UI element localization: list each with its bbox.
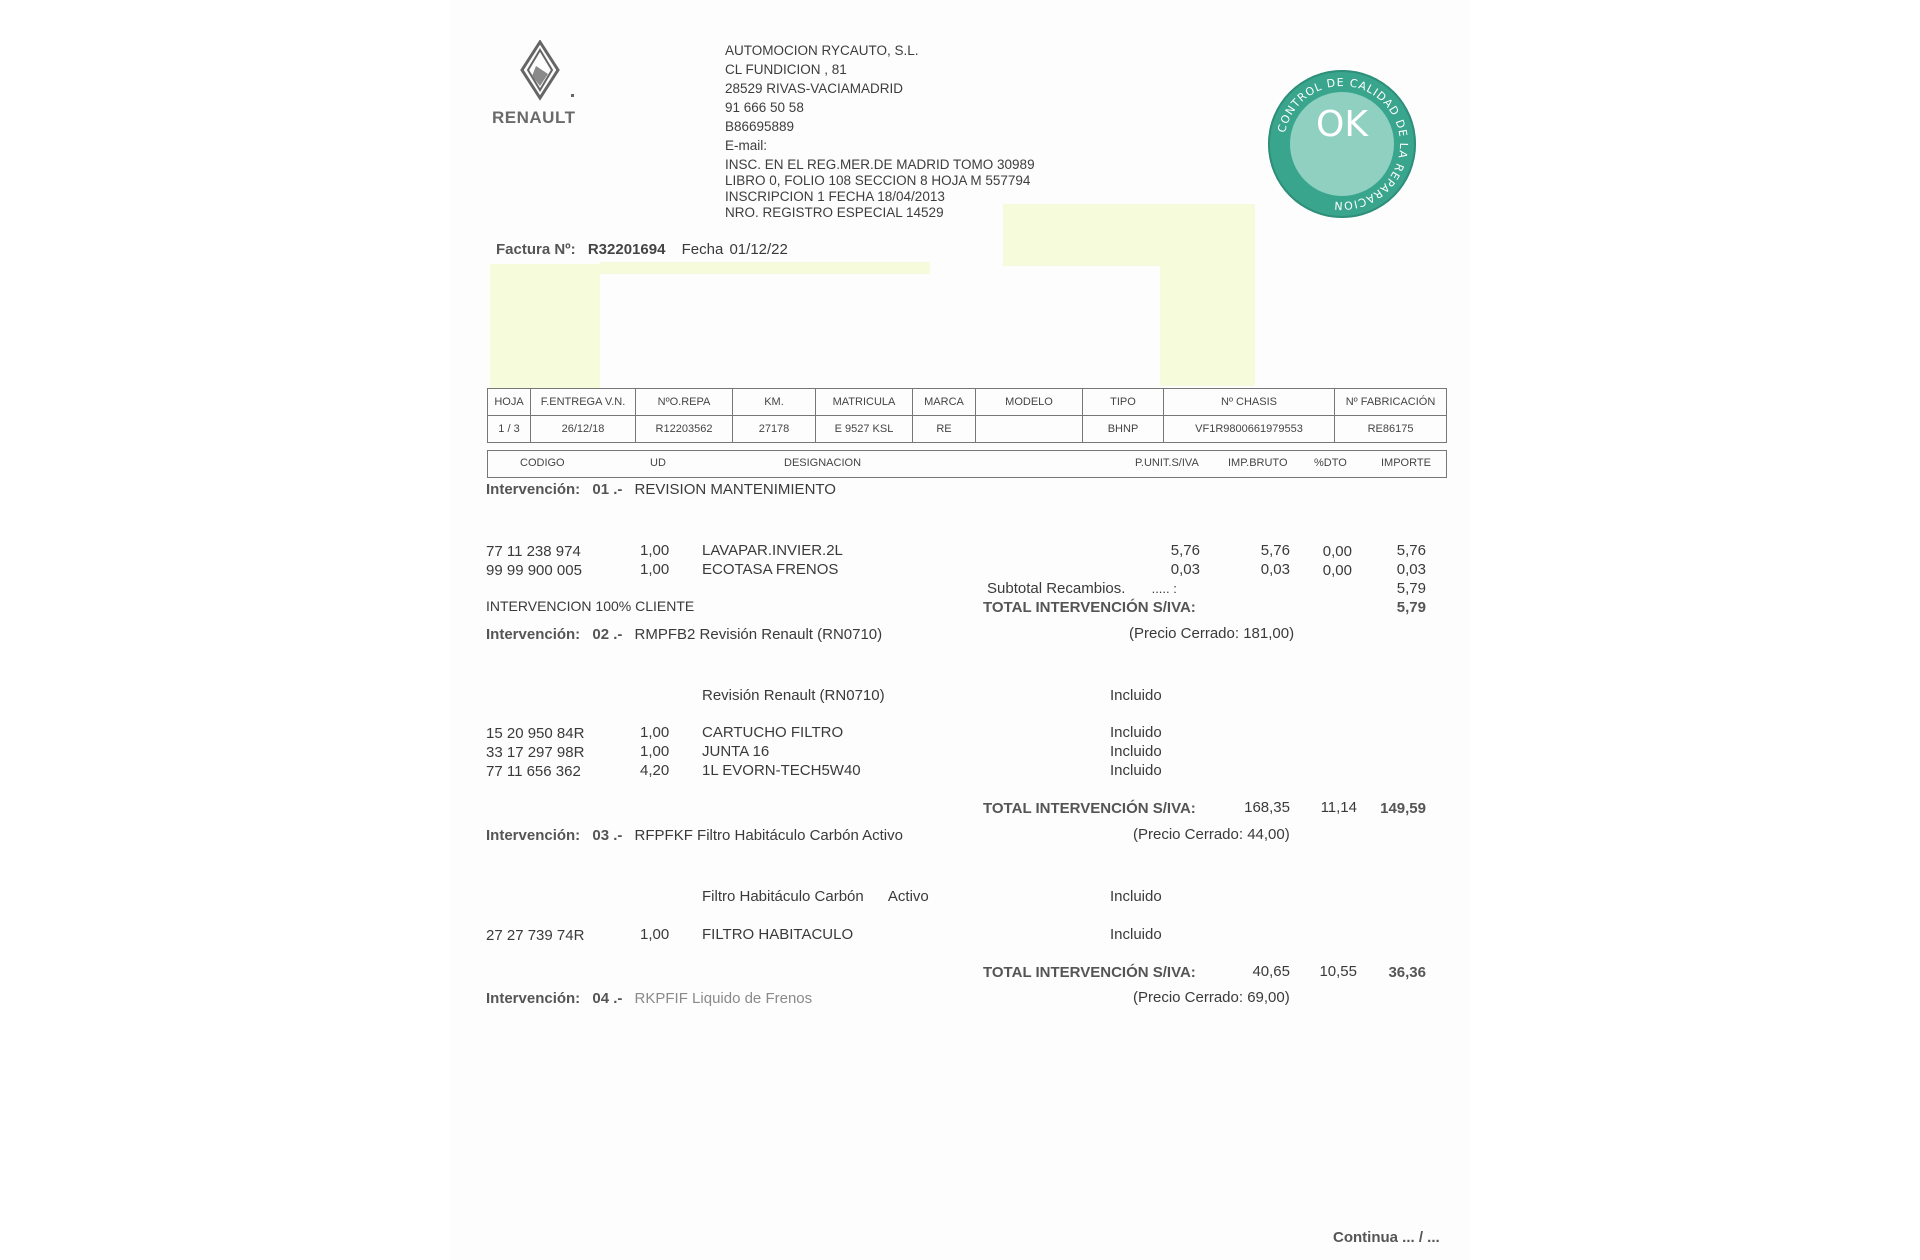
total-intervention-label: TOTAL INTERVENCIÓN S/IVA: <box>983 800 1196 817</box>
value-cell: E 9527 KSL <box>816 416 913 443</box>
included-label: Incluido <box>1110 888 1162 905</box>
included-label: Incluido <box>1110 687 1162 704</box>
included-label: Incluido <box>1110 724 1162 741</box>
total-intervention-amount: 36,36 <box>1388 964 1426 981</box>
header-labels-row <box>488 389 1447 416</box>
header-cell: MATRICULA <box>816 389 913 416</box>
value-cell: R12203562 <box>636 416 733 443</box>
value-cell <box>976 416 1083 443</box>
subtotal-amount: 5,79 <box>1396 580 1426 597</box>
header-cell: NºO.REPA <box>636 389 733 416</box>
intervention-title: REVISION MANTENIMIENTO <box>634 481 836 498</box>
line-gross: 5,76 <box>1260 542 1290 559</box>
company-line: E-mail: <box>725 138 768 153</box>
line-code: 33 17 297 98R <box>486 744 585 761</box>
intervention-number: 03 .- <box>592 827 623 844</box>
intervention-note: INTERVENCION 100% CLIENTE <box>486 598 695 614</box>
column-title: %DTO <box>1314 457 1347 469</box>
closed-price: (Precio Cerrado: 69,00) <box>1133 989 1290 1006</box>
line-code: 77 11 656 362 <box>486 763 581 780</box>
line-desc: 1L EVORN-TECH5W40 <box>702 762 861 779</box>
intervention-title: RMPFB2 Revisión Renault (RN0710) <box>634 626 883 643</box>
included-label: Incluido <box>1110 762 1162 779</box>
line-desc: CARTUCHO FILTRO <box>702 724 844 741</box>
subtotal-label <box>987 580 1177 597</box>
line-gross: 0,03 <box>1260 561 1290 578</box>
header-cell: F.ENTREGA V.N. <box>531 389 636 416</box>
line-items-header <box>487 450 1447 478</box>
total-intervention-amount: 5,79 <box>1396 599 1426 616</box>
quality-seal-stamp <box>1268 70 1416 218</box>
highlight-mark <box>1160 204 1255 386</box>
total-gross: 40,65 <box>1252 963 1290 980</box>
line-desc: FILTRO HABITACULO <box>702 926 854 943</box>
subtotal-dots: ..... : <box>1151 581 1177 596</box>
header-cell: TIPO <box>1083 389 1164 416</box>
total-discount: 11,14 <box>1320 799 1357 816</box>
line-amount: 0,03 <box>1396 561 1426 578</box>
vehicle-header-table <box>487 388 1447 443</box>
intervention-title: RFPFKF Filtro Habitáculo Carbón Activo <box>634 827 903 844</box>
line-discount: 0,00 <box>1322 562 1352 579</box>
total-gross: 168,35 <box>1244 799 1290 816</box>
value-cell: VF1R9800661979553 <box>1164 416 1335 443</box>
line-code: 15 20 950 84R <box>486 725 585 742</box>
total-intervention-amount: 149,59 <box>1380 800 1426 817</box>
line-desc: LAVAPAR.INVIER.2L <box>702 542 843 559</box>
closed-price: (Precio Cerrado: 181,00) <box>1129 625 1295 642</box>
intervention-label: Intervención: <box>486 626 581 643</box>
header-cell: MODELO <box>976 389 1083 416</box>
line-code: 77 11 238 974 <box>486 543 581 560</box>
renault-diamond-icon <box>492 40 592 102</box>
column-title: P.UNIT.S/IVA <box>1135 457 1199 469</box>
company-line: INSC. EN EL REG.MER.DE MADRID TOMO 30989 <box>725 157 1035 172</box>
company-address <box>725 43 1035 221</box>
highlight-mark <box>600 262 930 274</box>
brand-name: RENAULT <box>492 108 576 127</box>
line-unit-price: 0,03 <box>1170 561 1200 578</box>
header-values-row <box>488 416 1447 443</box>
value-cell: BHNP <box>1083 416 1164 443</box>
subtotal-text: Subtotal Recambios. <box>987 580 1126 597</box>
header-cell: Nº CHASIS <box>1164 389 1335 416</box>
intervention-label: Intervención: <box>486 990 581 1007</box>
line-qty: 1,00 <box>640 542 670 559</box>
header-cell: Nº FABRICACIÓN <box>1335 389 1447 416</box>
line-amount: 5,76 <box>1396 542 1426 559</box>
included-label: Incluido <box>1110 926 1162 943</box>
company-line: INSCRIPCION 1 FECHA 18/04/2013 <box>725 189 945 204</box>
company-line: NRO. REGISTRO ESPECIAL 14529 <box>725 205 944 220</box>
header-cell: KM. <box>733 389 816 416</box>
company-line: 28529 RIVAS-VACIAMADRID <box>725 81 904 96</box>
line-desc: JUNTA 16 <box>702 743 770 760</box>
line-qty: 1,00 <box>640 926 670 943</box>
header-cell: HOJA <box>488 389 531 416</box>
line-qty: 1,00 <box>640 724 670 741</box>
intervention-number: 01 .- <box>592 481 623 498</box>
intervention-heading <box>486 626 882 643</box>
line-desc: ECOTASA FRENOS <box>702 561 839 578</box>
total-intervention-label: TOTAL INTERVENCIÓN S/IVA: <box>983 964 1196 981</box>
total-discount: 10,55 <box>1319 963 1357 980</box>
line-qty: 1,00 <box>640 743 670 760</box>
invoice-label: Factura Nº: <box>496 241 576 258</box>
company-line: AUTOMOCION RYCAUTO, S.L. <box>725 43 919 58</box>
column-title: UD <box>650 457 666 469</box>
line-qty: 4,20 <box>640 762 670 779</box>
seal-ok-text: OK <box>1316 104 1368 145</box>
column-title: CODIGO <box>520 457 565 469</box>
intervention-title: RKPFIF Liquido de Frenos <box>634 990 813 1007</box>
invoice-number: R32201694 <box>587 241 666 258</box>
value-cell: 27178 <box>733 416 816 443</box>
line-code: 27 27 739 74R <box>486 927 585 944</box>
package-name: Revisión Renault (RN0710) <box>702 687 885 704</box>
line-qty: 1,00 <box>640 561 670 578</box>
intervention-heading <box>486 990 812 1007</box>
value-cell: 26/12/18 <box>531 416 636 443</box>
invoice-date: 01/12/22 <box>729 241 788 258</box>
intervention-heading <box>486 481 836 498</box>
continues-label: Continua ... / ... <box>1333 1229 1440 1246</box>
intervention-number: 02 .- <box>592 626 623 643</box>
total-intervention-label: TOTAL INTERVENCIÓN S/IVA: <box>983 599 1196 616</box>
highlight-mark <box>490 264 600 388</box>
column-title: DESIGNACION <box>784 457 862 469</box>
line-unit-price: 5,76 <box>1170 542 1200 559</box>
invoice-date-label: Fecha <box>681 241 724 258</box>
value-cell: RE86175 <box>1335 416 1447 443</box>
column-title: IMPORTE <box>1381 457 1431 469</box>
closed-price: (Precio Cerrado: 44,00) <box>1133 826 1290 843</box>
company-line: 91 666 50 58 <box>725 100 804 115</box>
company-line: LIBRO 0, FOLIO 108 SECCION 8 HOJA M 557794 <box>725 173 1031 188</box>
renault-logo <box>492 40 592 130</box>
svg-text:CONTROL DE CALIDAD DE LA REPAR: CONTROL DE CALIDAD DE LA REPARACION <box>1275 75 1411 213</box>
value-cell: RE <box>913 416 976 443</box>
company-line: B86695889 <box>725 119 795 134</box>
column-title: IMP.BRUTO <box>1228 457 1288 469</box>
intervention-number: 04 .- <box>592 990 623 1007</box>
value-cell: 1 / 3 <box>488 416 531 443</box>
package-name: Filtro Habitáculo Carbón Activo <box>702 888 929 905</box>
line-code: 99 99 900 005 <box>486 562 582 579</box>
intervention-label: Intervención: <box>486 481 581 498</box>
company-line: CL FUNDICION , 81 <box>725 62 847 77</box>
included-label: Incluido <box>1110 743 1162 760</box>
line-discount: 0,00 <box>1322 543 1352 560</box>
header-cell: MARCA <box>913 389 976 416</box>
invoice-line <box>496 241 788 258</box>
intervention-heading <box>486 827 903 844</box>
intervention-label: Intervención: <box>486 827 581 844</box>
